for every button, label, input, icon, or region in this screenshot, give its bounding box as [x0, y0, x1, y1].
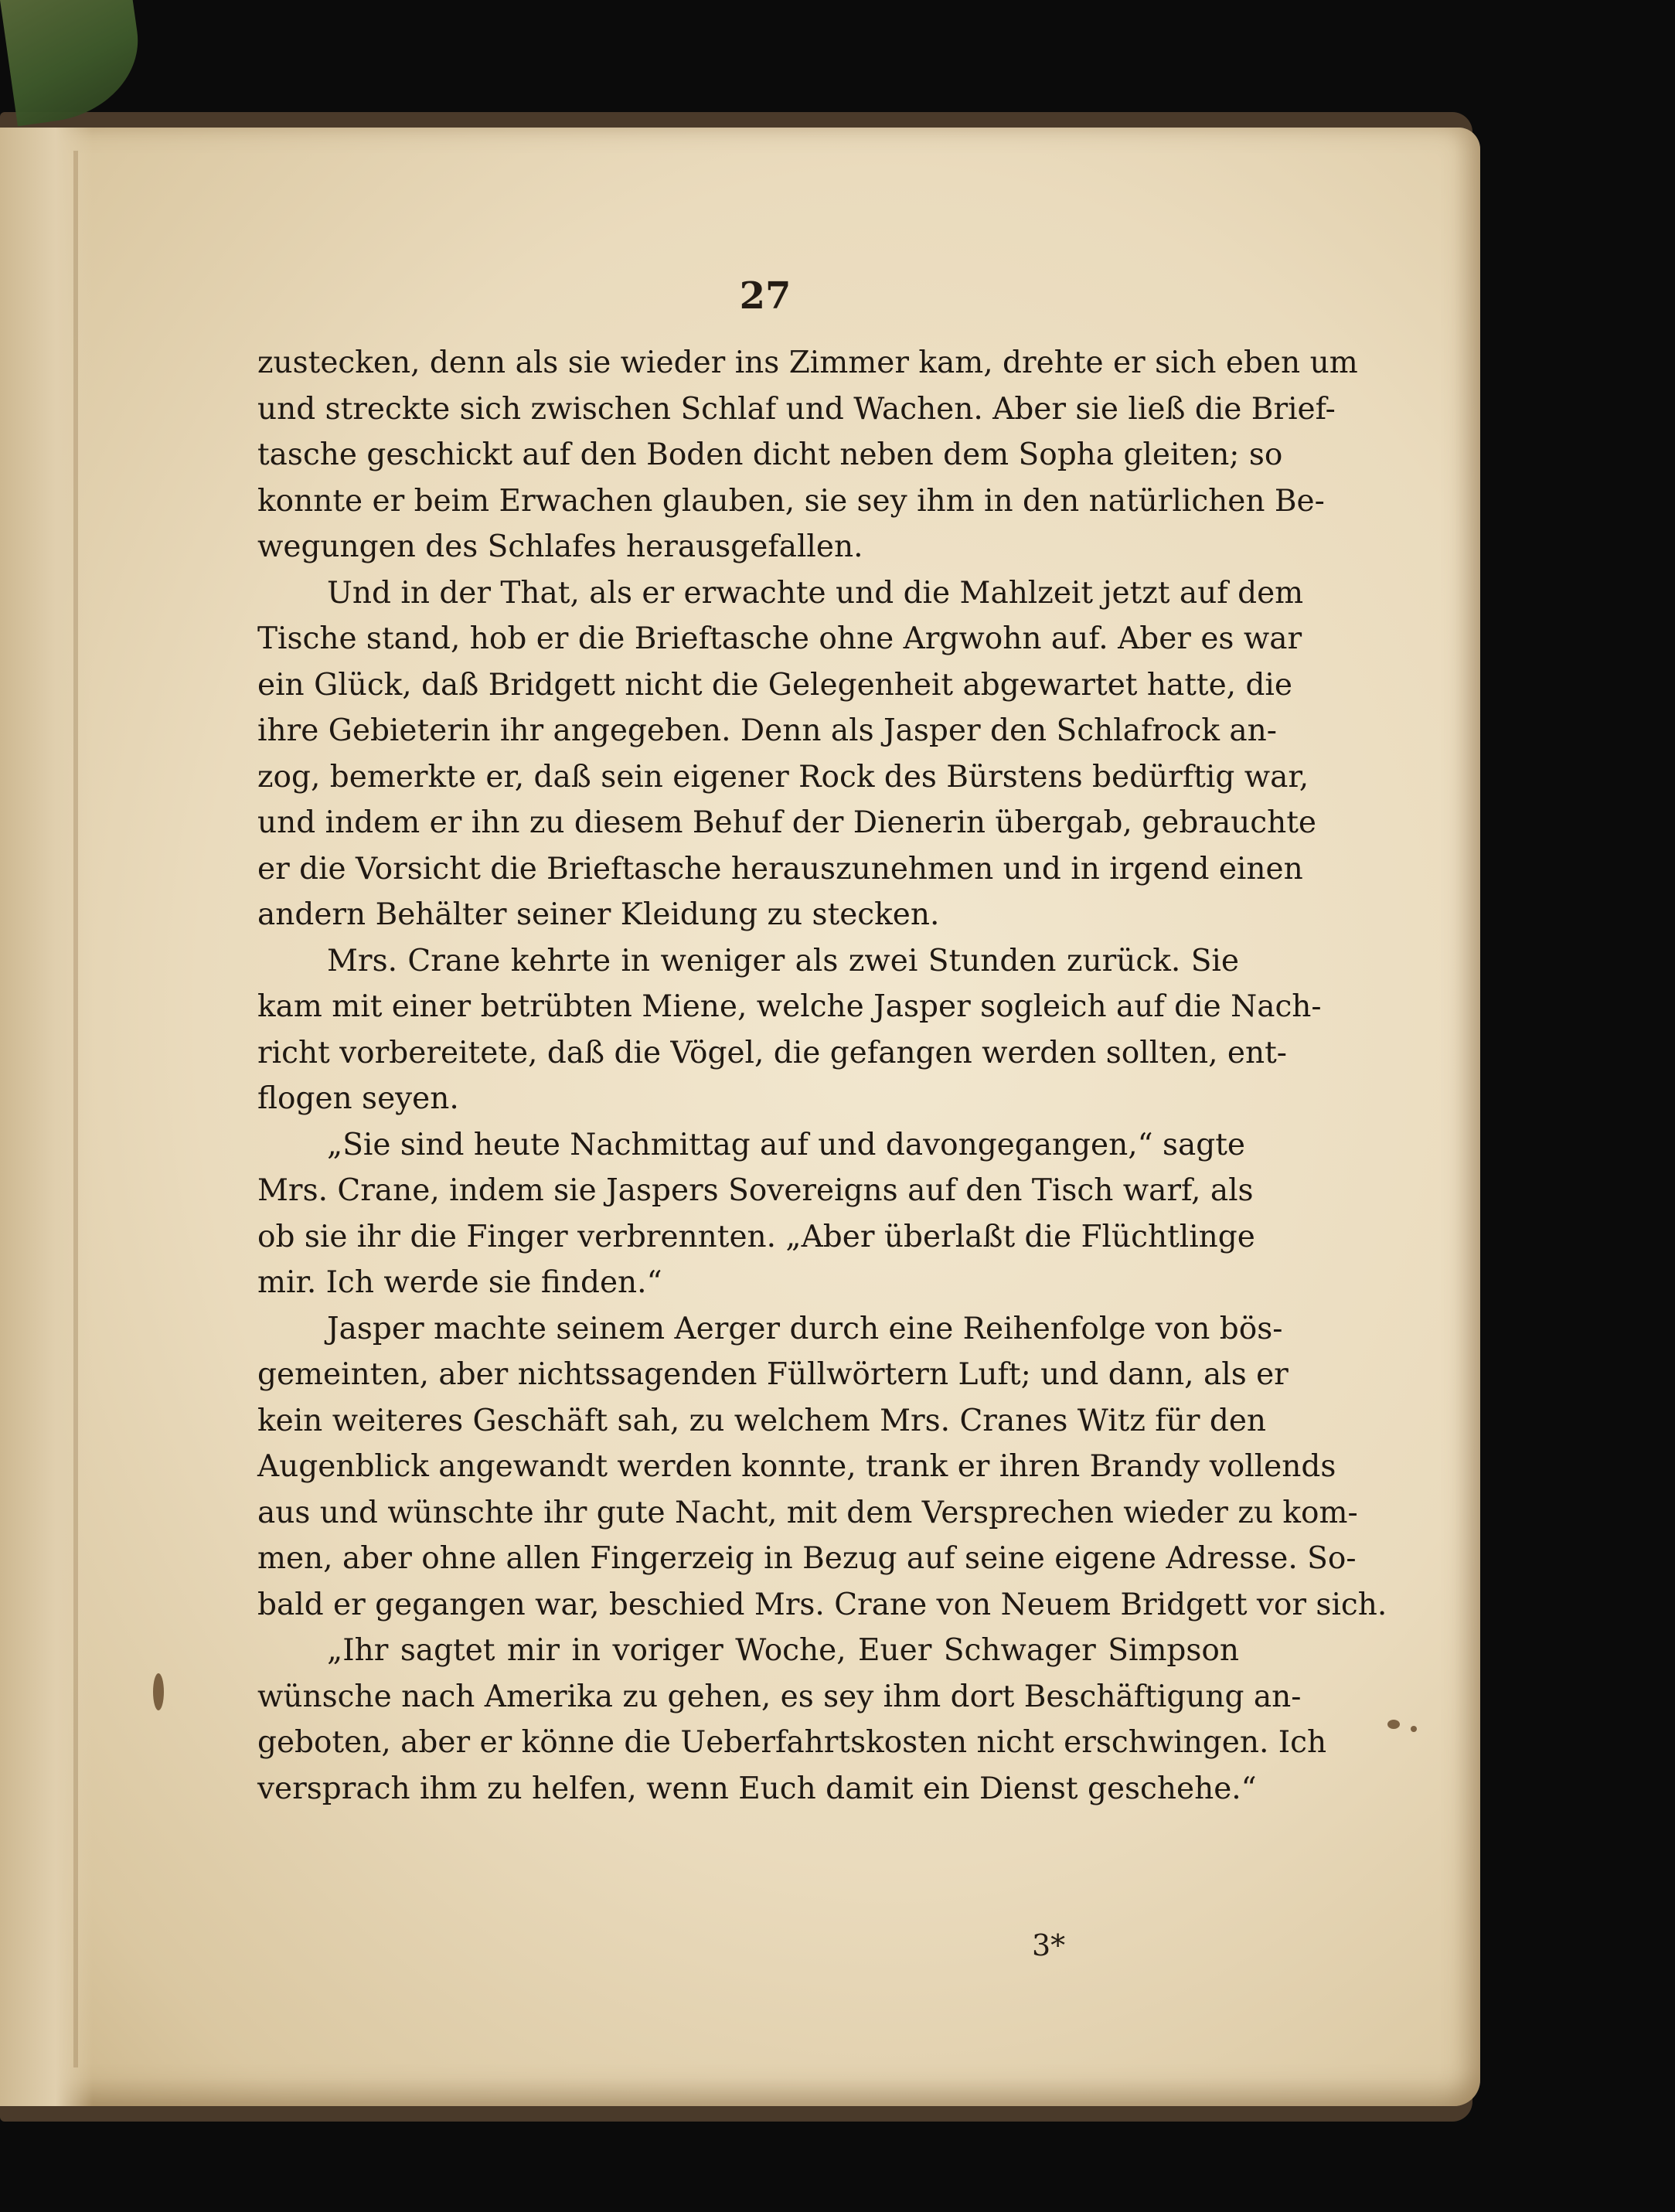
text-line: men, aber ohne allen Fingerzeig in Bezug auf seine eigene Adresse. So- — [257, 1541, 1357, 1576]
text-line: richt vorbereitete, daß die Vögel, die gefangen werden sollten, ent- — [257, 1035, 1287, 1070]
ink-stain — [153, 1673, 164, 1710]
text-line: ihre Gebieterin ihr angegeben. Denn als Jasper den Schlafrock an- — [257, 713, 1277, 748]
text-line: wünsche nach Amerika zu gehen, es sey ihm dort Beschäftigung an- — [257, 1679, 1302, 1714]
page-fold — [73, 151, 78, 2067]
bookmark-ribbon — [0, 0, 148, 126]
text-line: ein Glück, daß Bridgett nicht die Gelegenheit abgewartet hatte, die — [257, 667, 1292, 703]
text-line: „Sie sind heute Nachmittag auf und davongegangen,“ sagte — [327, 1127, 1245, 1162]
text-line: bald er gegangen war, beschied Mrs. Crane von Neuem Bridgett vor sich. — [257, 1587, 1387, 1622]
page-number: 27 — [739, 274, 792, 318]
text-line: flogen seyen. — [257, 1081, 459, 1116]
text-line: geboten, aber er könne die Ueberfahrtskosten nicht erschwingen. Ich — [257, 1725, 1327, 1760]
text-line: Jasper machte seinem Aerger durch eine Reihenfolge von bös- — [327, 1311, 1283, 1346]
text-line: Tische stand, hob er die Brieftasche ohne Argwohn auf. Aber es war — [257, 621, 1302, 656]
book-page — [0, 128, 1480, 2106]
text-line: Und in der That, als er erwachte und die Mahlzeit jetzt auf dem — [327, 575, 1304, 611]
signature-mark: 3* — [1032, 1928, 1066, 1962]
text-line: „Ihr sagtet mir in voriger Woche, Euer Schwager Simpson — [327, 1633, 1239, 1668]
text-line: kam mit einer betrübten Miene, welche Jasper sogleich auf die Nach- — [257, 989, 1322, 1024]
text-line: zustecken, denn als sie wieder ins Zimmer kam, drehte er sich eben um — [257, 345, 1358, 380]
text-line: andern Behälter seiner Kleidung zu stecken. — [257, 897, 940, 932]
text-line: zog, bemerkte er, daß sein eigener Rock des Bürstens bedürftig war, — [257, 759, 1309, 795]
ink-stain — [1387, 1720, 1400, 1729]
text-line: ob sie ihr die Finger verbrennten. „Aber überlaßt die Flüchtlinge — [257, 1219, 1255, 1254]
page-text — [257, 340, 1387, 1812]
text-line: konnte er beim Erwachen glauben, sie sey ihm in den natürlichen Be- — [257, 483, 1325, 519]
text-line: und indem er ihn zu diesem Behuf der Dienerin übergab, gebrauchte — [257, 805, 1316, 840]
text-line: kein weiteres Geschäft sah, zu welchem Mrs. Cranes Witz für den — [257, 1403, 1267, 1438]
text-line: und streckte sich zwischen Schlaf und Wachen. Aber sie ließ die Brief- — [257, 391, 1336, 427]
text-line: Augenblick angewandt werden konnte, trank er ihren Brandy vollends — [257, 1449, 1336, 1484]
page-gutter — [0, 128, 93, 2106]
text-line: versprach ihm zu helfen, wenn Euch damit ein Dienst geschehe.“ — [257, 1771, 1257, 1806]
text-line: gemeinten, aber nichtssagenden Füllwörtern Luft; und dann, als er — [257, 1357, 1289, 1392]
text-line: tasche geschickt auf den Boden dicht neben dem Sopha gleiten; so — [257, 437, 1283, 472]
text-line: mir. Ich werde sie finden.“ — [257, 1265, 662, 1300]
text-line: Mrs. Crane, indem sie Jaspers Sovereigns auf den Tisch warf, als — [257, 1173, 1254, 1208]
text-line: wegungen des Schlafes herausgefallen. — [257, 529, 863, 564]
text-line: aus und wünschte ihr gute Nacht, mit dem Versprechen wieder zu kom- — [257, 1495, 1358, 1530]
ink-stain — [1411, 1726, 1417, 1732]
text-line: er die Vorsicht die Brieftasche herauszunehmen und in irgend einen — [257, 851, 1303, 887]
text-line: Mrs. Crane kehrte in weniger als zwei Stunden zurück. Sie — [327, 943, 1239, 978]
